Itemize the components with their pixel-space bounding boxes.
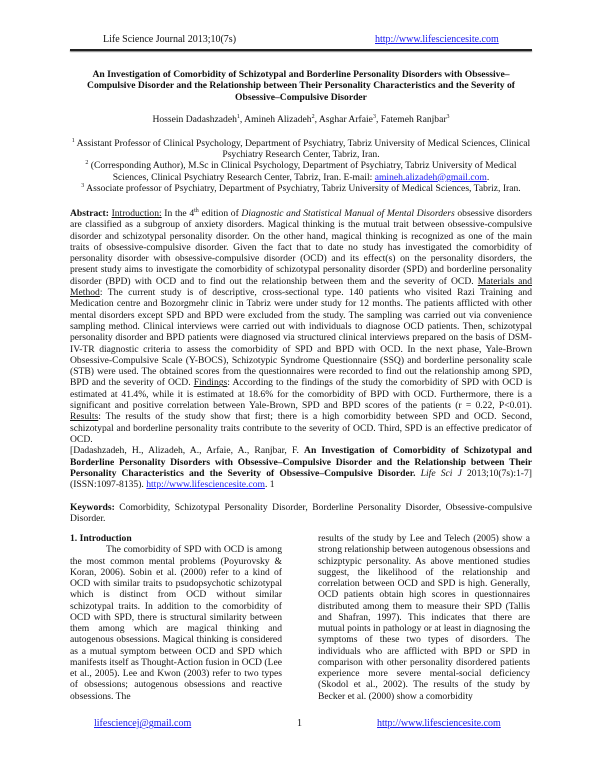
footer-url-link[interactable]: http://www.lifesciencesite.com bbox=[377, 718, 501, 729]
citation-authors: [Dadashzadeh, H., Alizadeh, A., Arfaie, A., Ranjbar, F. bbox=[70, 445, 305, 457]
abstract bbox=[70, 208, 532, 490]
text: edition of bbox=[198, 208, 242, 219]
page-number: 1 bbox=[297, 718, 302, 729]
aff-text: (Corresponding Author), M.Sc in Clinical Psychology, Department of Psychiatry, Tabriz University of Medical Sciences, Clinical Psychiatry Research Center, Tabriz, Iran. E-mail: bbox=[90, 160, 517, 183]
header-rule bbox=[70, 49, 532, 51]
author-sup: 1 bbox=[236, 113, 240, 120]
citation bbox=[70, 445, 532, 490]
footer-email-link[interactable]: lifesciencej@gmail.com bbox=[94, 718, 192, 729]
affiliation bbox=[70, 183, 532, 194]
abstract-label: Abstract: bbox=[70, 208, 109, 219]
paragraph: The comorbidity of SPD with OCD is among the most common mental problems (Poyurovsky & Koran, 2006). Sobin et al. (2000) refer to a kind of OCD with similar traits to psudopsychotic schizotypal which is distinct from OCD without similar schizotypal traits. In addition to the comorbidity of OCD with SPD, there is structural similarity between them among which are magical thinking and autogenous obsessions. Magical thinking is considered as a mutual symptom between OCD and SPD which manifests itself as Thought-Action fusion in OCD (Lee et al., 2005). Lee and Kwon (2003) refer to two types of obsessions; autogenous obsessions and reactive obsessions. The bbox=[70, 544, 282, 702]
author-sup: 3 bbox=[372, 113, 376, 120]
citation-journal: Life Sci J bbox=[420, 467, 462, 479]
running-header-journal: Life Science Journal 2013;10(7s) bbox=[103, 34, 237, 45]
author: Hossein Dadashzadeh bbox=[152, 114, 237, 125]
header-url-link[interactable]: http://www.lifesciencesite.com bbox=[375, 34, 499, 45]
authors: Hossein Dadashzadeh$^1$, Amineh Alizadeh$^2$, Asghar Arfaie$^3$, Fatemeh Ranjbar$^3$ bbox=[152, 113, 450, 125]
aff-sup: 2 bbox=[85, 160, 89, 167]
author: Asghar Arfaie bbox=[318, 114, 373, 125]
aff-sup: 3 bbox=[81, 182, 85, 189]
citation-end: . 1 bbox=[264, 479, 275, 491]
italic-title: Diagnostic and Statistical Manual of Mental Disorders bbox=[241, 208, 455, 219]
author-sup: 3 bbox=[446, 113, 450, 120]
abstract-body bbox=[70, 208, 532, 445]
aff-sup: 1 bbox=[71, 137, 75, 144]
section-heading: 1. Introduction bbox=[70, 533, 132, 544]
citation-title: An Investigation of Comorbidity of Schizotypal and Borderline Personality Disorders with Obsessive–Compulsive Disorder and the Relationship between Their Personality Characteristics and the Severity of Obsessive–Compulsive Disorder. bbox=[70, 445, 532, 479]
keywords-text: Comorbidity, Schizotypal Personality Disorder, Borderline Personality Disorder, Obsessive-compulsive Disorder. bbox=[70, 502, 532, 525]
citation-url-link[interactable]: http://www.lifesciencesite.com bbox=[146, 479, 265, 491]
affiliation bbox=[70, 138, 532, 160]
paper-title: An Investigation of Comorbidity of Schizotypal and Borderline Personality Disorders with Obsessive–Compulsive Disorder and the Relationship between Their Personality Characteristics and the Severity of Obsessive–Compulsive Disorder bbox=[87, 69, 515, 103]
aff-text: Assistant Professor of Clinical Psychology, Department of Psychiatry, Tabriz University of Medical Sciences, Clinical Psychiatry Research Center, Tabriz, Iran. bbox=[76, 138, 531, 161]
right-column bbox=[318, 533, 530, 702]
affiliation bbox=[70, 160, 532, 182]
findings-label: Findings bbox=[193, 377, 228, 389]
aff-end: . bbox=[486, 171, 490, 183]
left-column bbox=[70, 533, 282, 702]
paragraph: results of the study by Lee and Telech (2005) show a strong relationship between autogenous obsessions and schizptypic personality. As above mentioned studies suggest, the likelihood of the relationship and correlation between OCD and SPD is high. Generally, OCD patients obtain high scores in questionnaires distributed among them to measure their SPD (Tallis and Shafran, 1997). This indicates that there are mutual points in pathology or at least in diagnosing the symptoms of these two types of disorders. The individuals who are afflicted with BPD or SPD in comparison with other personality disordered patients experience more severe mental-social deficiency (Skodol et al., 2002). The results of the study by Becker et al. (2000) show a comorbidity bbox=[318, 533, 530, 702]
text: : According to the findings of the study the comorbidity of SPD with OCD is estimated at 41.4%, while it is estimated at 18.6% for the comorbidity of BPD with OCD. Furthermore, there is a significant and positive correlation between Yale-Brown, SPD and BPD scores of the patients (r = 0.22, P<0.01). bbox=[70, 377, 532, 412]
author: Fatemeh Ranjbar bbox=[380, 114, 447, 125]
affiliations bbox=[70, 138, 532, 194]
email-link[interactable]: amineh.alizadeh@gmail.com bbox=[374, 171, 487, 183]
keywords bbox=[70, 502, 532, 525]
results-label: Results bbox=[70, 411, 99, 423]
text: obsessive disorders are classified as a subgroup of anxiety disorders. Magical thinking is the mutual trait between obsessive-compulsive disorder and schizotypal personality disorder. On the other hand, magical thinking is recognized as one of the main traits of obsessive-compulsive disorder. Given the fact that to date no study has investigated the comorbidity of personality disorder with obsessive-compulsive disorder (OCD) and its effect(s) on the personality disorders, the present study aims to investigate the comorbidity of schizotypal personality disorder (SPD) and borderline personality disorder (BPD) with OCD and to find out the relationship between them and the severity of OCD. bbox=[70, 208, 532, 287]
intro-label: Introduction: bbox=[111, 208, 162, 219]
keywords-label: Keywords: bbox=[70, 502, 115, 513]
text: : The current study is of descriptive, cross-sectional type. 140 patients who visited Razi Training and Medication centre and Bozorgmehr clinic in Tabriz were under study for 12 months. The patients afflicted with other mental disorders except SPD and BPD were excluded from the study. The sampling was carried out via convenience sampling method. Clinical interviews were carried out with individuals to diagnose OCD patients. Then, schizotypal personality disorder and BPD patients were diagnosed via structured clinical interviews prepared on the basis of DSM-IV-TR diagnostic criteria to assess the comorbidity of SPD and BPD with OCD. In the next phase, Yale-Brown Obsessive-Compulsive Scale (Y-BOCS), Schizotypic Syndrome Questionnaire (SSQ) and borderline personality scale (STB) were used. The obtained scores from the questionnaires were recorded to find out the relationship among SPD, BPD and the severity of OCD. bbox=[70, 287, 532, 389]
citation-vol: 2013;10(7s):1-7] (ISSN:1097-8135). bbox=[70, 467, 532, 491]
text: : The results of the study show that first; there is a high comorbidity between SPD and OCD. Second, schizotypal and borderline personality traits contribute to the severity of OCD. Third, SPD is an effective predicator of OCD. bbox=[70, 411, 532, 445]
text: In the 4 bbox=[161, 208, 195, 219]
sup: th bbox=[194, 207, 199, 214]
author: Amineh Alizadeh bbox=[244, 114, 312, 125]
methods-label: Materials and Method bbox=[70, 275, 532, 299]
author-sup: 2 bbox=[311, 113, 315, 120]
aff-text: Associate professor of Psychiatry, Department of Psychiatry, Tabriz University of Medical Sciences, Tabriz, Iran. bbox=[86, 182, 521, 194]
